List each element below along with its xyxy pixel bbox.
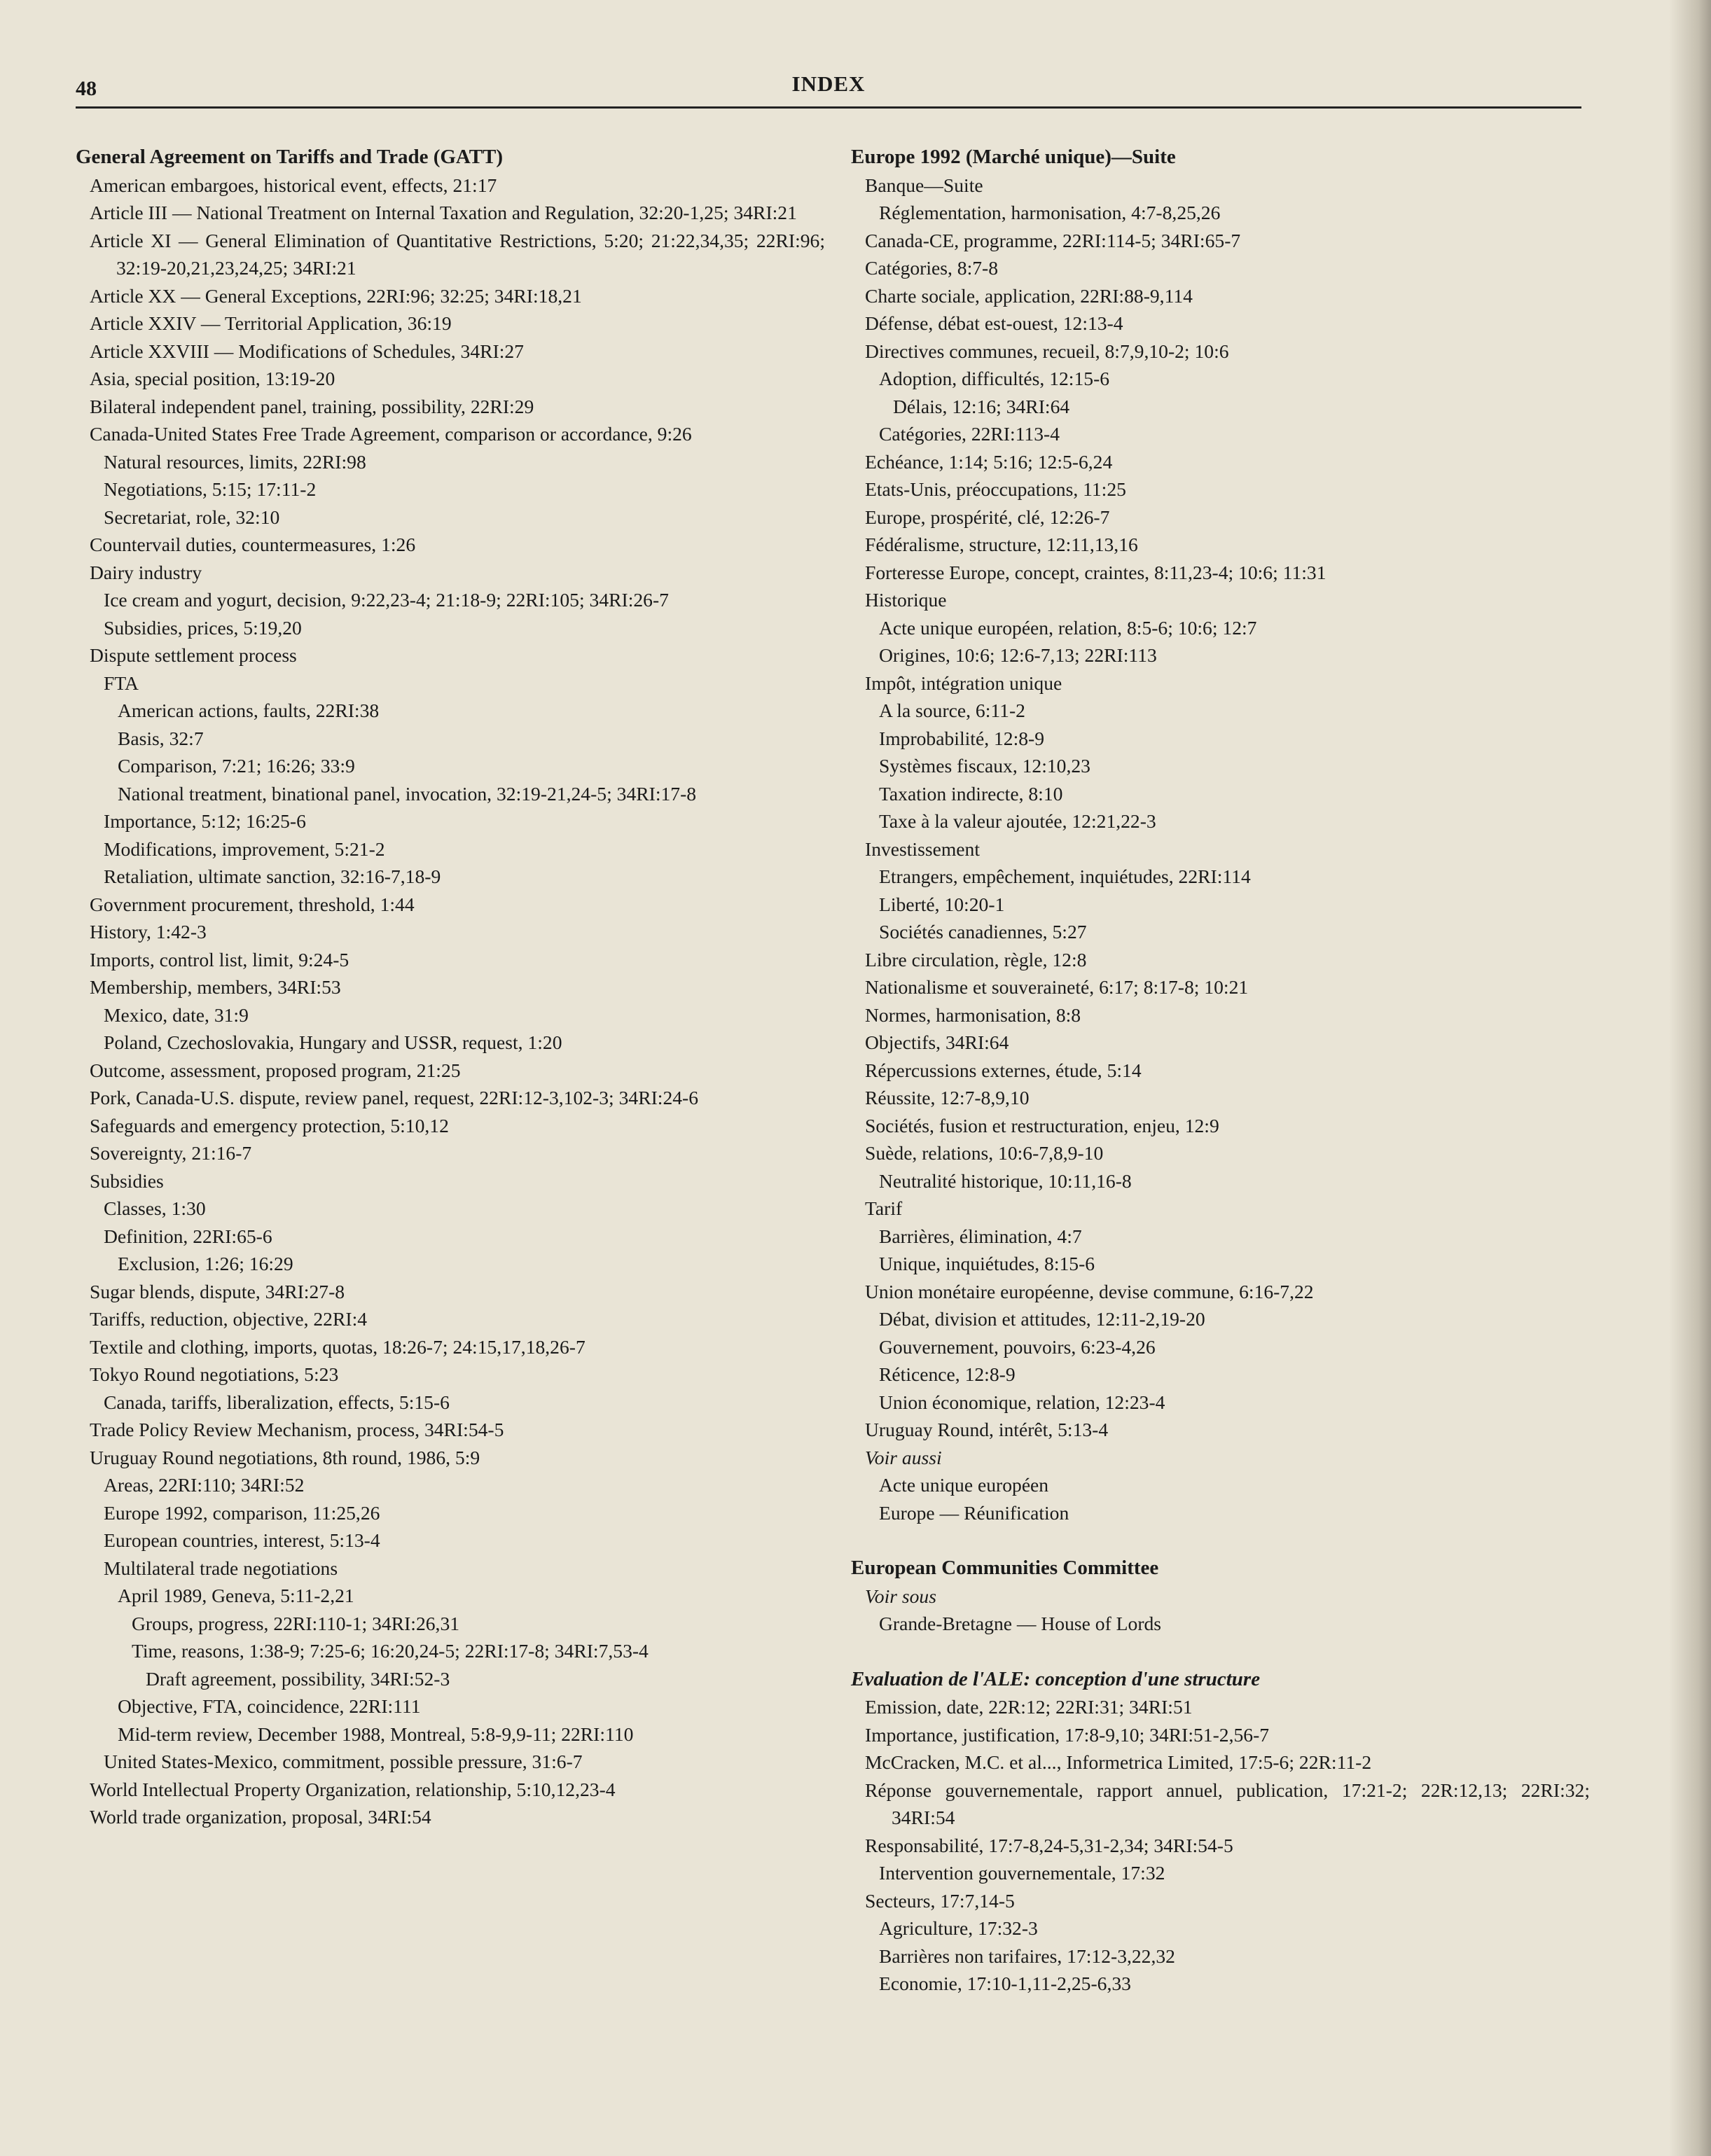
page-edge-shadow: [1669, 0, 1711, 2156]
index-entry: Negotiations, 5:15; 17:11-2: [104, 478, 317, 500]
index-entry: Multilateral trade negotiations: [104, 1557, 338, 1579]
index-entry: Systèmes fiscaux, 12:10,23: [879, 755, 1090, 777]
index-entry: Tarif: [865, 1197, 903, 1219]
index-entry: Draft agreement, possibility, 34RI:52-3: [146, 1667, 450, 1690]
index-entry: Exclusion, 1:26; 16:29: [118, 1253, 293, 1274]
index-entry: Mid-term review, December 1988, Montreal, 5:8-9,9-11; 22RI:110: [118, 1723, 634, 1745]
index-entry: Dispute settlement process: [90, 644, 297, 666]
index-entry: Sugar blends, dispute, 34RI:27-8: [90, 1280, 345, 1302]
index-entry: Fédéralisme, structure, 12:11,13,16: [865, 534, 1138, 555]
index-entry: Poland, Czechoslovakia, Hungary and USSR, request, 1:20: [104, 1031, 562, 1053]
index-column-left: [76, 144, 825, 1831]
index-entry: Adoption, difficultés, 12:15-6: [879, 368, 1110, 389]
index-entry: Unique, inquiétudes, 8:15-6: [879, 1253, 1095, 1274]
index-entry: Safeguards and emergency protection, 5:10,12: [90, 1114, 449, 1136]
index-entry: A la source, 6:11-2: [879, 700, 1025, 721]
index-entry: Taxe à la valeur ajoutée, 12:21,22-3: [879, 810, 1156, 832]
index-entry: Tariffs, reduction, objective, 22RI:4: [90, 1308, 368, 1330]
index-entry: Canada-United States Free Trade Agreement, comparison or accordance, 9:26: [90, 423, 692, 445]
index-entry: World trade organization, proposal, 34RI:54: [90, 1806, 431, 1828]
index-entry: Responsabilité, 17:7-8,24-5,31-2,34; 34RI:54-5: [865, 1834, 1233, 1856]
index-entry: Forteresse Europe, concept, craintes, 8:11,23-4; 10:6; 11:31: [865, 561, 1326, 583]
index-entry: Sovereignty, 21:16-7: [90, 1142, 252, 1164]
index-entry: National treatment, binational panel, invocation, 32:19-21,24-5; 34RI:17-8: [118, 782, 697, 805]
index-entry: Article XXIV — Territorial Application, 36:19: [90, 312, 452, 334]
index-entry: Europe, prospérité, clé, 12:26-7: [865, 506, 1110, 528]
entry-gap: [851, 1638, 1590, 1666]
index-entry: Acte unique européen, relation, 8:5-6; 10:6; 12:7: [879, 616, 1257, 639]
index-entry: Secteurs, 17:7,14-5: [865, 1889, 1015, 1912]
index-entry: Voir aussi: [865, 1446, 942, 1468]
index-entry: Sociétés, fusion et restructuration, enjeu, 12:9: [865, 1114, 1219, 1136]
index-entry: Voir sous: [865, 1585, 936, 1607]
index-column-right: [851, 144, 1590, 1998]
index-entry: Secretariat, role, 32:10: [104, 506, 280, 528]
index-entry: Economie, 17:10-1,11-2,25-6,33: [879, 1973, 1131, 1994]
index-entry: Article XXVIII — Modifications of Schedules, 34RI:27: [90, 340, 524, 362]
index-entry: American embargoes, historical event, effects, 21:17: [90, 174, 497, 196]
index-entry: Canada-CE, programme, 22RI:114-5; 34RI:65-7: [865, 229, 1241, 251]
index-entry: Uruguay Round negotiations, 8th round, 1986, 5:9: [90, 1446, 480, 1468]
index-entry: Barrières non tarifaires, 17:12-3,22,32: [879, 1945, 1175, 1967]
index-entry: Improbabilité, 12:8-9: [879, 727, 1045, 749]
index-entry: Article XI — General Elimination of Quantitative Restrictions, 5:20; 21:22,34,35; 22RI:96; 32:19-20,21,23,24,25; 34RI:21: [90, 229, 825, 279]
index-entry: Délais, 12:16; 34RI:64: [893, 395, 1070, 417]
index-entry: Definition, 22RI:65-6: [104, 1225, 272, 1247]
index-entry: Normes, harmonisation, 8:8: [865, 1003, 1081, 1026]
index-entry: Government procurement, threshold, 1:44: [90, 893, 415, 915]
index-entry: Objectifs, 34RI:64: [865, 1031, 1009, 1053]
index-entry: Gouvernement, pouvoirs, 6:23-4,26: [879, 1335, 1156, 1358]
index-entry: Europe — Réunification: [879, 1501, 1069, 1524]
running-head: INDEX: [791, 71, 866, 96]
index-entry: April 1989, Geneva, 5:11-2,21: [118, 1585, 354, 1606]
page-number: 48: [76, 77, 97, 100]
index-heading: Europe 1992 (Marché unique)—Suite: [851, 146, 1176, 168]
index-entry: Réussite, 12:7-8,9,10: [865, 1087, 1030, 1108]
index-entry: Etrangers, empêchement, inquiétudes, 22RI:114: [879, 865, 1251, 887]
index-entry: European countries, interest, 5:13-4: [104, 1529, 380, 1551]
index-entry: Agriculture, 17:32-3: [879, 1917, 1038, 1939]
index-entry: Natural resources, limits, 22RI:98: [104, 450, 366, 473]
index-entry: Europe 1992, comparison, 11:25,26: [104, 1501, 380, 1524]
index-entry: Dairy industry: [90, 561, 202, 583]
index-entry: Mexico, date, 31:9: [104, 1003, 249, 1026]
index-entry: Imports, control list, limit, 9:24-5: [90, 948, 349, 971]
index-entry: United States-Mexico, commitment, possible pressure, 31:6-7: [104, 1751, 583, 1772]
index-entry: McCracken, M.C. et al..., Informetrica Limited, 17:5-6; 22R:11-2: [865, 1751, 1372, 1773]
index-entry: Article XX — General Exceptions, 22RI:96; 32:25; 34RI:18,21: [90, 284, 582, 307]
index-entry: Union économique, relation, 12:23-4: [879, 1391, 1165, 1413]
index-entry: Débat, division et attitudes, 12:11-2,19-20: [879, 1308, 1205, 1330]
index-entry: Pork, Canada-U.S. dispute, review panel, request, 22RI:12-3,102-3; 34RI:24-6: [90, 1087, 699, 1108]
index-heading: General Agreement on Tariffs and Trade (GATT): [76, 146, 504, 168]
index-entry: Echéance, 1:14; 5:16; 12:5-6,24: [865, 450, 1113, 473]
index-entry: Time, reasons, 1:38-9; 7:25-6; 16:20,24-5; 22RI:17-8; 34RI:7,53-4: [132, 1640, 649, 1662]
index-entry: Charte sociale, application, 22RI:88-9,114: [865, 284, 1193, 307]
index-entry: Suède, relations, 10:6-7,8,9-10: [865, 1142, 1104, 1164]
index-entry: Répercussions externes, étude, 5:14: [865, 1059, 1142, 1081]
index-entry: Nationalisme et souveraineté, 6:17; 8:17-8; 10:21: [865, 976, 1249, 998]
index-entry: Origines, 10:6; 12:6-7,13; 22RI:113: [879, 644, 1157, 666]
index-entry: Importance, 5:12; 16:25-6: [104, 810, 306, 832]
index-entry: Neutralité historique, 10:11,16-8: [879, 1169, 1132, 1192]
index-entry: Impôt, intégration unique: [865, 672, 1062, 694]
index-entry: Réticence, 12:8-9: [879, 1363, 1016, 1385]
index-entry: Trade Policy Review Mechanism, process, 34RI:54-5: [90, 1419, 504, 1440]
index-entry: Emission, date, 22R:12; 22RI:31; 34RI:51: [865, 1696, 1193, 1718]
index-entry: Canada, tariffs, liberalization, effects, 5:15-6: [104, 1391, 450, 1413]
index-entry: Bilateral independent panel, training, possibility, 22RI:29: [90, 395, 534, 417]
index-entry: Liberté, 10:20-1: [879, 893, 1005, 915]
index-entry: Classes, 1:30: [104, 1197, 206, 1219]
index-entry: Directives communes, recueil, 8:7,9,10-2; 10:6: [865, 340, 1229, 362]
index-entry: Retaliation, ultimate sanction, 32:16-7,18-9: [104, 865, 441, 887]
index-entry: Barrières, élimination, 4:7: [879, 1225, 1082, 1247]
index-entry: Grande-Bretagne — House of Lords: [879, 1613, 1162, 1634]
index-entry: Ice cream and yogurt, decision, 9:22,23-4; 21:18-9; 22RI:105; 34RI:26-7: [104, 589, 669, 611]
index-entry: Tokyo Round negotiations, 5:23: [90, 1363, 339, 1385]
index-entry: Intervention gouvernementale, 17:32: [879, 1862, 1165, 1884]
index-entry: FTA: [104, 672, 139, 694]
index-entry: Countervail duties, countermeasures, 1:26: [90, 534, 416, 555]
index-entry: Basis, 32:7: [118, 727, 204, 749]
index-entry: Asia, special position, 13:19-20: [90, 368, 335, 389]
entry-gap: [851, 1526, 1590, 1555]
index-entry: American actions, faults, 22RI:38: [118, 700, 380, 721]
index-entry: Subsidies, prices, 5:19,20: [104, 616, 302, 639]
index-entry: Investissement: [865, 837, 980, 860]
index-entry: Comparison, 7:21; 16:26; 33:9: [118, 755, 355, 777]
index-heading: Evaluation de l'ALE: conception d'une structure: [851, 1667, 1261, 1690]
index-entry: Areas, 22RI:110; 34RI:52: [104, 1474, 305, 1496]
index-entry: Groups, progress, 22RI:110-1; 34RI:26,31: [132, 1612, 460, 1634]
index-heading: European Communities Committee: [851, 1557, 1159, 1579]
header-rule: [76, 106, 1581, 109]
index-entry: Catégories, 8:7-8: [865, 257, 999, 279]
index-entry: Taxation indirecte, 8:10: [879, 782, 1063, 805]
index-entry: Historique: [865, 589, 947, 611]
index-entry: Membership, members, 34RI:53: [90, 976, 341, 998]
index-entry: Union monétaire européenne, devise commune, 6:16-7,22: [865, 1280, 1314, 1302]
index-entry: Importance, justification, 17:8-9,10; 34RI:51-2,56-7: [865, 1723, 1270, 1746]
index-entry: Réponse gouvernementale, rapport annuel, publication, 17:21-2; 22R:12,13; 22RI:32; 34RI:54: [865, 1779, 1590, 1828]
index-entry: Modifications, improvement, 5:21-2: [104, 837, 385, 860]
index-entry: History, 1:42-3: [90, 921, 207, 943]
index-entry: Subsidies: [90, 1169, 164, 1192]
index-entry: Article III — National Treatment on Internal Taxation and Regulation, 32:20-1,25; 34RI:21: [90, 202, 797, 223]
index-entry: Défense, débat est-ouest, 12:13-4: [865, 312, 1123, 334]
index-entry: Libre circulation, règle, 12:8: [865, 948, 1087, 971]
index-entry: Outcome, assessment, proposed program, 21:25: [90, 1059, 461, 1081]
index-entry: Acte unique européen: [879, 1474, 1049, 1496]
index-entry: Textile and clothing, imports, quotas, 18:26-7; 24:15,17,18,26-7: [90, 1335, 586, 1358]
index-entry: Sociétés canadiennes, 5:27: [879, 921, 1087, 943]
index-entry: Etats-Unis, préoccupations, 11:25: [865, 478, 1126, 500]
index-entry: Banque—Suite: [865, 174, 983, 196]
index-entry: Réglementation, harmonisation, 4:7-8,25,26: [879, 202, 1221, 223]
index-entry: World Intellectual Property Organization, relationship, 5:10,12,23-4: [90, 1778, 616, 1800]
index-entry: Objective, FTA, coincidence, 22RI:111: [118, 1695, 421, 1717]
page-header: [76, 71, 1581, 106]
index-entry: Uruguay Round, intérêt, 5:13-4: [865, 1419, 1109, 1440]
index-entry: Catégories, 22RI:113-4: [879, 423, 1060, 445]
